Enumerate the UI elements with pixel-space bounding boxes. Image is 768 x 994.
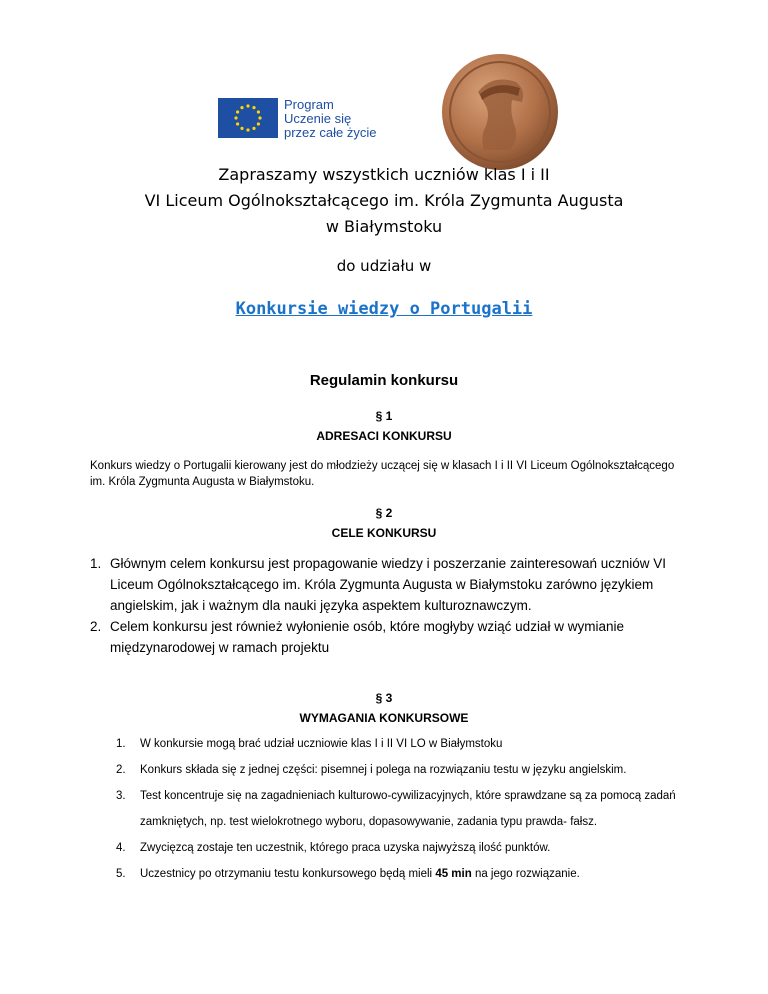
list-number: 3.: [116, 790, 126, 802]
list-item: [116, 731, 676, 757]
eu-flag-icon: [218, 98, 278, 138]
section-number: § 2: [375, 506, 393, 520]
section-2-heading: [0, 503, 768, 543]
list-text: Celem konkursu jest również wyłonienie osób, które mogłyby wziąć udział w wymianie międzynarodowej w ramach projektu: [110, 619, 624, 655]
section-title: CELE KONKURSU: [331, 526, 437, 540]
list-item: [116, 861, 676, 887]
list-item: [116, 783, 676, 835]
time-limit: 45 min: [435, 868, 472, 880]
list-number: 2.: [116, 764, 126, 776]
list-item: [116, 835, 676, 861]
list-text: W konkursie mogą brać udział uczniowie klas I i II VI LO w Białymstoku: [140, 738, 503, 750]
list-number: 5.: [116, 868, 126, 880]
list-number: 1.: [90, 556, 102, 571]
section-title: WYMAGANIA KONKURSOWE: [299, 711, 469, 725]
regulamin-heading: Regulamin konkursu: [309, 372, 459, 389]
list-text: Konkurs składa się z jednej części: pisemnej i polega na rozwiązaniu testu w języku angielskim.: [140, 764, 627, 776]
intro-line-4: do udziału w: [336, 257, 432, 275]
section-title: ADRESACI KONKURSU: [316, 429, 452, 443]
logo-line: Uczenie się: [284, 111, 352, 126]
contest-title-link[interactable]: Konkursie wiedzy o Portugalii: [235, 299, 533, 319]
list-item: [116, 757, 676, 783]
list-number: 1.: [116, 738, 126, 750]
list-text: na jego rozwiązanie.: [471, 868, 580, 880]
intro-line-3: w Białymstoku: [325, 217, 443, 236]
section-number: § 1: [375, 409, 393, 423]
list-text: Test koncentruje się na zagadnieniach kulturowo-cywilizacyjnych, które sprawdzane są za pomocą zadań zamkniętych, np. test wielokrotnego wyboru, dopasowywanie, zadania typu prawda- fałsz.: [140, 790, 676, 828]
eu-program-text: [284, 98, 376, 140]
logo-line: przez całe życie: [284, 125, 377, 140]
intro-line-2: VI Liceum Ogólnokształcącego im. Króla Zygmunta Augusta: [144, 191, 624, 210]
list-text: Głównym celem konkursu jest propagowanie wiedzy i poszerzanie zainteresowań uczniów VI Liceum Ogólnokształcącego im. Króla Zygmunta Augusta w Białymstoku zarówno językiem angielskim, jak i ważnym dla nauki języka aspektem kulturoznawczym.: [110, 556, 667, 613]
list-number: 2.: [90, 619, 102, 634]
section-1-text: Konkurs wiedzy o Portugalii kierowany jest do młodzieży uczącej się w klasach I i II VI Liceum Ogólnokształcącego im. Króla Zygmunta Augusta w Białymstoku.: [90, 460, 675, 488]
intro-block: [0, 162, 768, 240]
list-item: [90, 553, 690, 616]
section-3-list: [116, 731, 676, 887]
section-2-list: [90, 553, 690, 658]
list-item: [90, 616, 690, 658]
list-text: Zwycięzcą zostaje ten uczestnik, którego praca uzyska najwyższą ilość punktów.: [140, 842, 551, 854]
section-number: § 3: [375, 691, 393, 705]
section-3-heading: [0, 688, 768, 728]
list-number: 4.: [116, 842, 126, 854]
logo-line: Program: [284, 97, 334, 112]
section-1-heading: [0, 406, 768, 446]
intro-line-1: Zapraszamy wszystkich uczniów klas I i II: [218, 165, 550, 184]
eu-program-logo: [218, 98, 398, 144]
portrait-medallion-icon: [440, 52, 560, 172]
list-text: Uczestnicy po otrzymaniu testu konkursowego będą mieli: [140, 868, 436, 880]
